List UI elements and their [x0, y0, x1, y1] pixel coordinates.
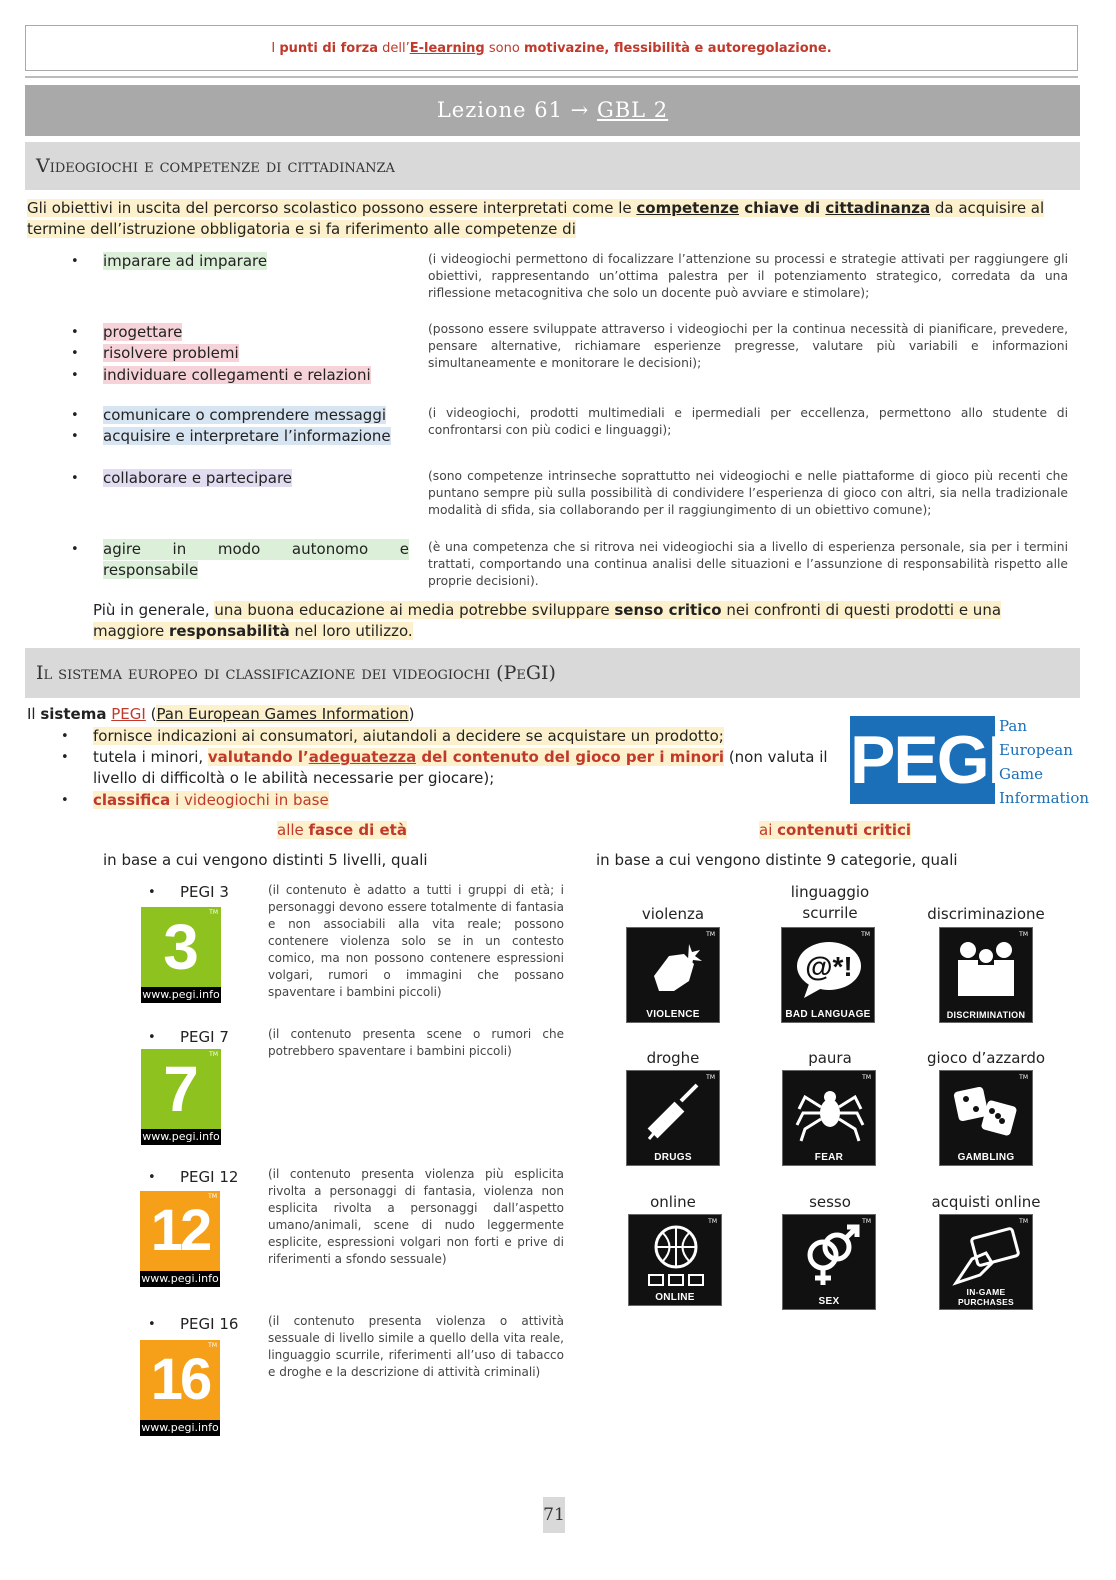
discrimination-badge: TM DISCRIMINATION — [939, 927, 1033, 1023]
page-number: 71 — [543, 1497, 565, 1533]
rating-label: • PEGI 7 — [180, 1027, 229, 1048]
online-badge: TM ONLINE — [628, 1214, 722, 1306]
header-note: I punti di forza dell’E-learning sono motivazine, flessibilità e autoregolazione. — [25, 25, 1078, 71]
category-title: online — [650, 1193, 696, 1211]
people-icon — [952, 936, 1022, 1004]
svg-text:@*!: @*! — [805, 951, 853, 982]
competence-item: • imparare ad imparare — [103, 251, 267, 272]
category-title: gioco d’azzardo — [926, 1049, 1046, 1067]
drugs-badge: TM DRUGS — [626, 1070, 720, 1166]
lesson-title: Lezione 61 → GBL 2 — [25, 85, 1080, 136]
competence-item: • risolvere problemi — [103, 343, 239, 364]
pegi-12-badge: 12 TM www.pegi.info — [141, 1193, 219, 1285]
rating-label: • PEGI 12 — [180, 1167, 238, 1188]
rating-label: • PEGI 16 — [180, 1314, 238, 1335]
pegi-bullet: • fornisce indicazioni ai consumatori, aiutandoli a decidere se acquistare un prodotto; — [93, 726, 724, 747]
general-paragraph: Più in generale, una buona educazione ai media potrebbe sviluppare senso critico nei confronti di questi prodotti e una maggiore responsabilità nel loro utilizzo. — [93, 601, 1002, 640]
category-title: acquisti online — [931, 1193, 1041, 1211]
pegi-bullet-cont: livello di difficoltà o le abilità necessarie per giocare); — [93, 769, 495, 787]
age-heading: alle fasce di età — [277, 821, 407, 839]
competence-item: • individuare collegamenti e relazioni — [103, 365, 371, 386]
competence-item: • agire in modo autonomo e — [103, 539, 409, 560]
competence-item: • comunicare o comprendere messaggi — [103, 405, 386, 426]
in-game-purchases-badge: TM IN-GAME PURCHASES — [939, 1214, 1033, 1310]
rating-note: (il contenuto è adatto a tutti i gruppi di età; i personaggi devono essere totalmente di fantasia e non associabili alla vita reale; possono contenere violenza solo se in un contesto comico, ma non possono contenere espressioni volgari, rumori o immagini che possano spaventare i bambini piccoli) — [268, 883, 564, 999]
card-hand-icon — [952, 1223, 1022, 1291]
pegi-logo: PEGI — [850, 716, 995, 804]
rating-label: • PEGI 3 — [180, 882, 229, 903]
elearning-link: E-learning — [409, 41, 485, 56]
rating-note: (il contenuto presenta violenza o attività sessuale di livello simile a quello della vita reale, linguaggio scurrile, riferimenti all’uso di tabacco e droghe e la descrizione di attività criminali) — [268, 1314, 564, 1379]
category-title: paura — [808, 1049, 852, 1067]
competence-item: • acquisire e interpretare l’informazione — [103, 426, 391, 447]
pegi-16-badge: 16 TM www.pegi.info — [141, 1342, 219, 1434]
sex-badge: TM SEX — [782, 1214, 876, 1310]
category-title: droghe — [646, 1049, 700, 1067]
pegi-bullet: • tutela i minori, valutando l’adeguatezza del contenuto del gioco per i minori (non valuta il — [93, 747, 833, 768]
competence-item: • progettare — [103, 322, 182, 343]
violence-badge: TM VIOLENCE — [626, 927, 720, 1023]
bad-language-badge: @*! TM BAD LANGUAGE — [781, 927, 875, 1023]
syringe-icon — [639, 1079, 709, 1147]
competence-item: • collaborare e partecipare — [103, 468, 292, 489]
category-title: linguaggio scurrile — [790, 883, 870, 922]
competence-note: (i videogiochi permettono di focalizzare l’attenzione su processi e strategie attivati per raggiungere gli obiettivi, rappresentando un’ottima palestra per il potenziamento strategico, corredata da una riflessione metacognitiva che solo un docente può avviare e stimolare); — [428, 252, 1068, 300]
gambling-badge: TM GAMBLING — [939, 1070, 1033, 1166]
pegi-bullet: • classifica i videogiochi in base — [93, 790, 329, 811]
section1-intro: Gli obiettivi in uscita del percorso scolastico possono essere interpretati come le competenze chiave di cittadinanza da acquisire al termine dell’istruzione obbligatoria e si fa riferimento alle competenze di — [27, 199, 1045, 238]
pegi-intro: Il sistema PEGI (Pan European Games Information) — [27, 705, 415, 723]
section-title-pegi: Il sistema europeo di classificazione dei videogiochi (PeGI) — [25, 648, 1080, 698]
age-subheading: in base a cui vengono distinti 5 livelli, quali — [103, 851, 428, 869]
pegi-logo-text: Pan European Game Information — [999, 717, 1090, 807]
fist-icon — [639, 936, 709, 1004]
globe-network-icon — [641, 1223, 711, 1291]
section-title-competenze: Videogiochi e competenze di cittadinanza — [25, 142, 1080, 190]
competence-item-cont: responsabile — [103, 561, 199, 579]
gender-symbols-icon — [795, 1223, 865, 1291]
divider — [25, 76, 1078, 78]
pegi-3-badge: 3 TM www.pegi.info — [142, 909, 220, 1001]
rating-note: (il contenuto presenta scene o rumori che potrebbero spaventare i bambini piccoli) — [268, 1027, 564, 1058]
dice-icon — [952, 1079, 1022, 1147]
content-heading: ai contenuti critici — [759, 821, 912, 839]
fear-badge: TM FEAR — [782, 1070, 876, 1166]
spider-icon — [795, 1079, 865, 1147]
competence-note: (i videogiochi, prodotti multimediali e ipermediali per eccellenza, permettono allo studente di confrontarsi con più codici e linguaggi); — [428, 406, 1068, 437]
category-title: discriminazione — [927, 905, 1045, 923]
competence-note: (è una competenza che si ritrova nei videogiochi sia a livello di esperienza personale, sia per i termini trattati, comportando una continua analisi delle situazioni e l’assunzione di responsabilità rispetto alle proprie decisioni). — [428, 540, 1068, 588]
content-subheading: in base a cui vengono distinte 9 categorie, quali — [596, 851, 958, 869]
rating-note: (il contenuto presenta violenza più esplicita rivolta a personaggi di fantasia, violenza non esplicita rivolta a personaggi dall’aspetto umano/animali, scene di nudo leggermente esplicite, espressioni volgari non forti e prive di riferimenti a sfondo sessuale) — [268, 1167, 564, 1266]
speech-bubble-icon — [794, 936, 864, 1004]
competence-note: (possono essere sviluppate attraverso i videogiochi per la continua necessità di pianificare, prevedere, pensare alternative, richiamare esperienze pregresse, valutare più variabili e informazioni simultaneamente e monitorare le decisioni); — [428, 322, 1068, 370]
pegi-7-badge: 7 TM www.pegi.info — [142, 1051, 220, 1143]
competence-note: (sono competenze intrinseche soprattutto nei videogiochi e nelle piattaforme di gioco più recenti che puntano sempre più sulla possibilità di condividere l’esperienza di gioco con altri, sia nella tradizionale modalità di sfida, sia collaborando per il raggiungimento di un obiettivo comune); — [428, 469, 1068, 517]
category-title: sesso — [809, 1193, 851, 1211]
category-title: violenza — [641, 905, 705, 923]
